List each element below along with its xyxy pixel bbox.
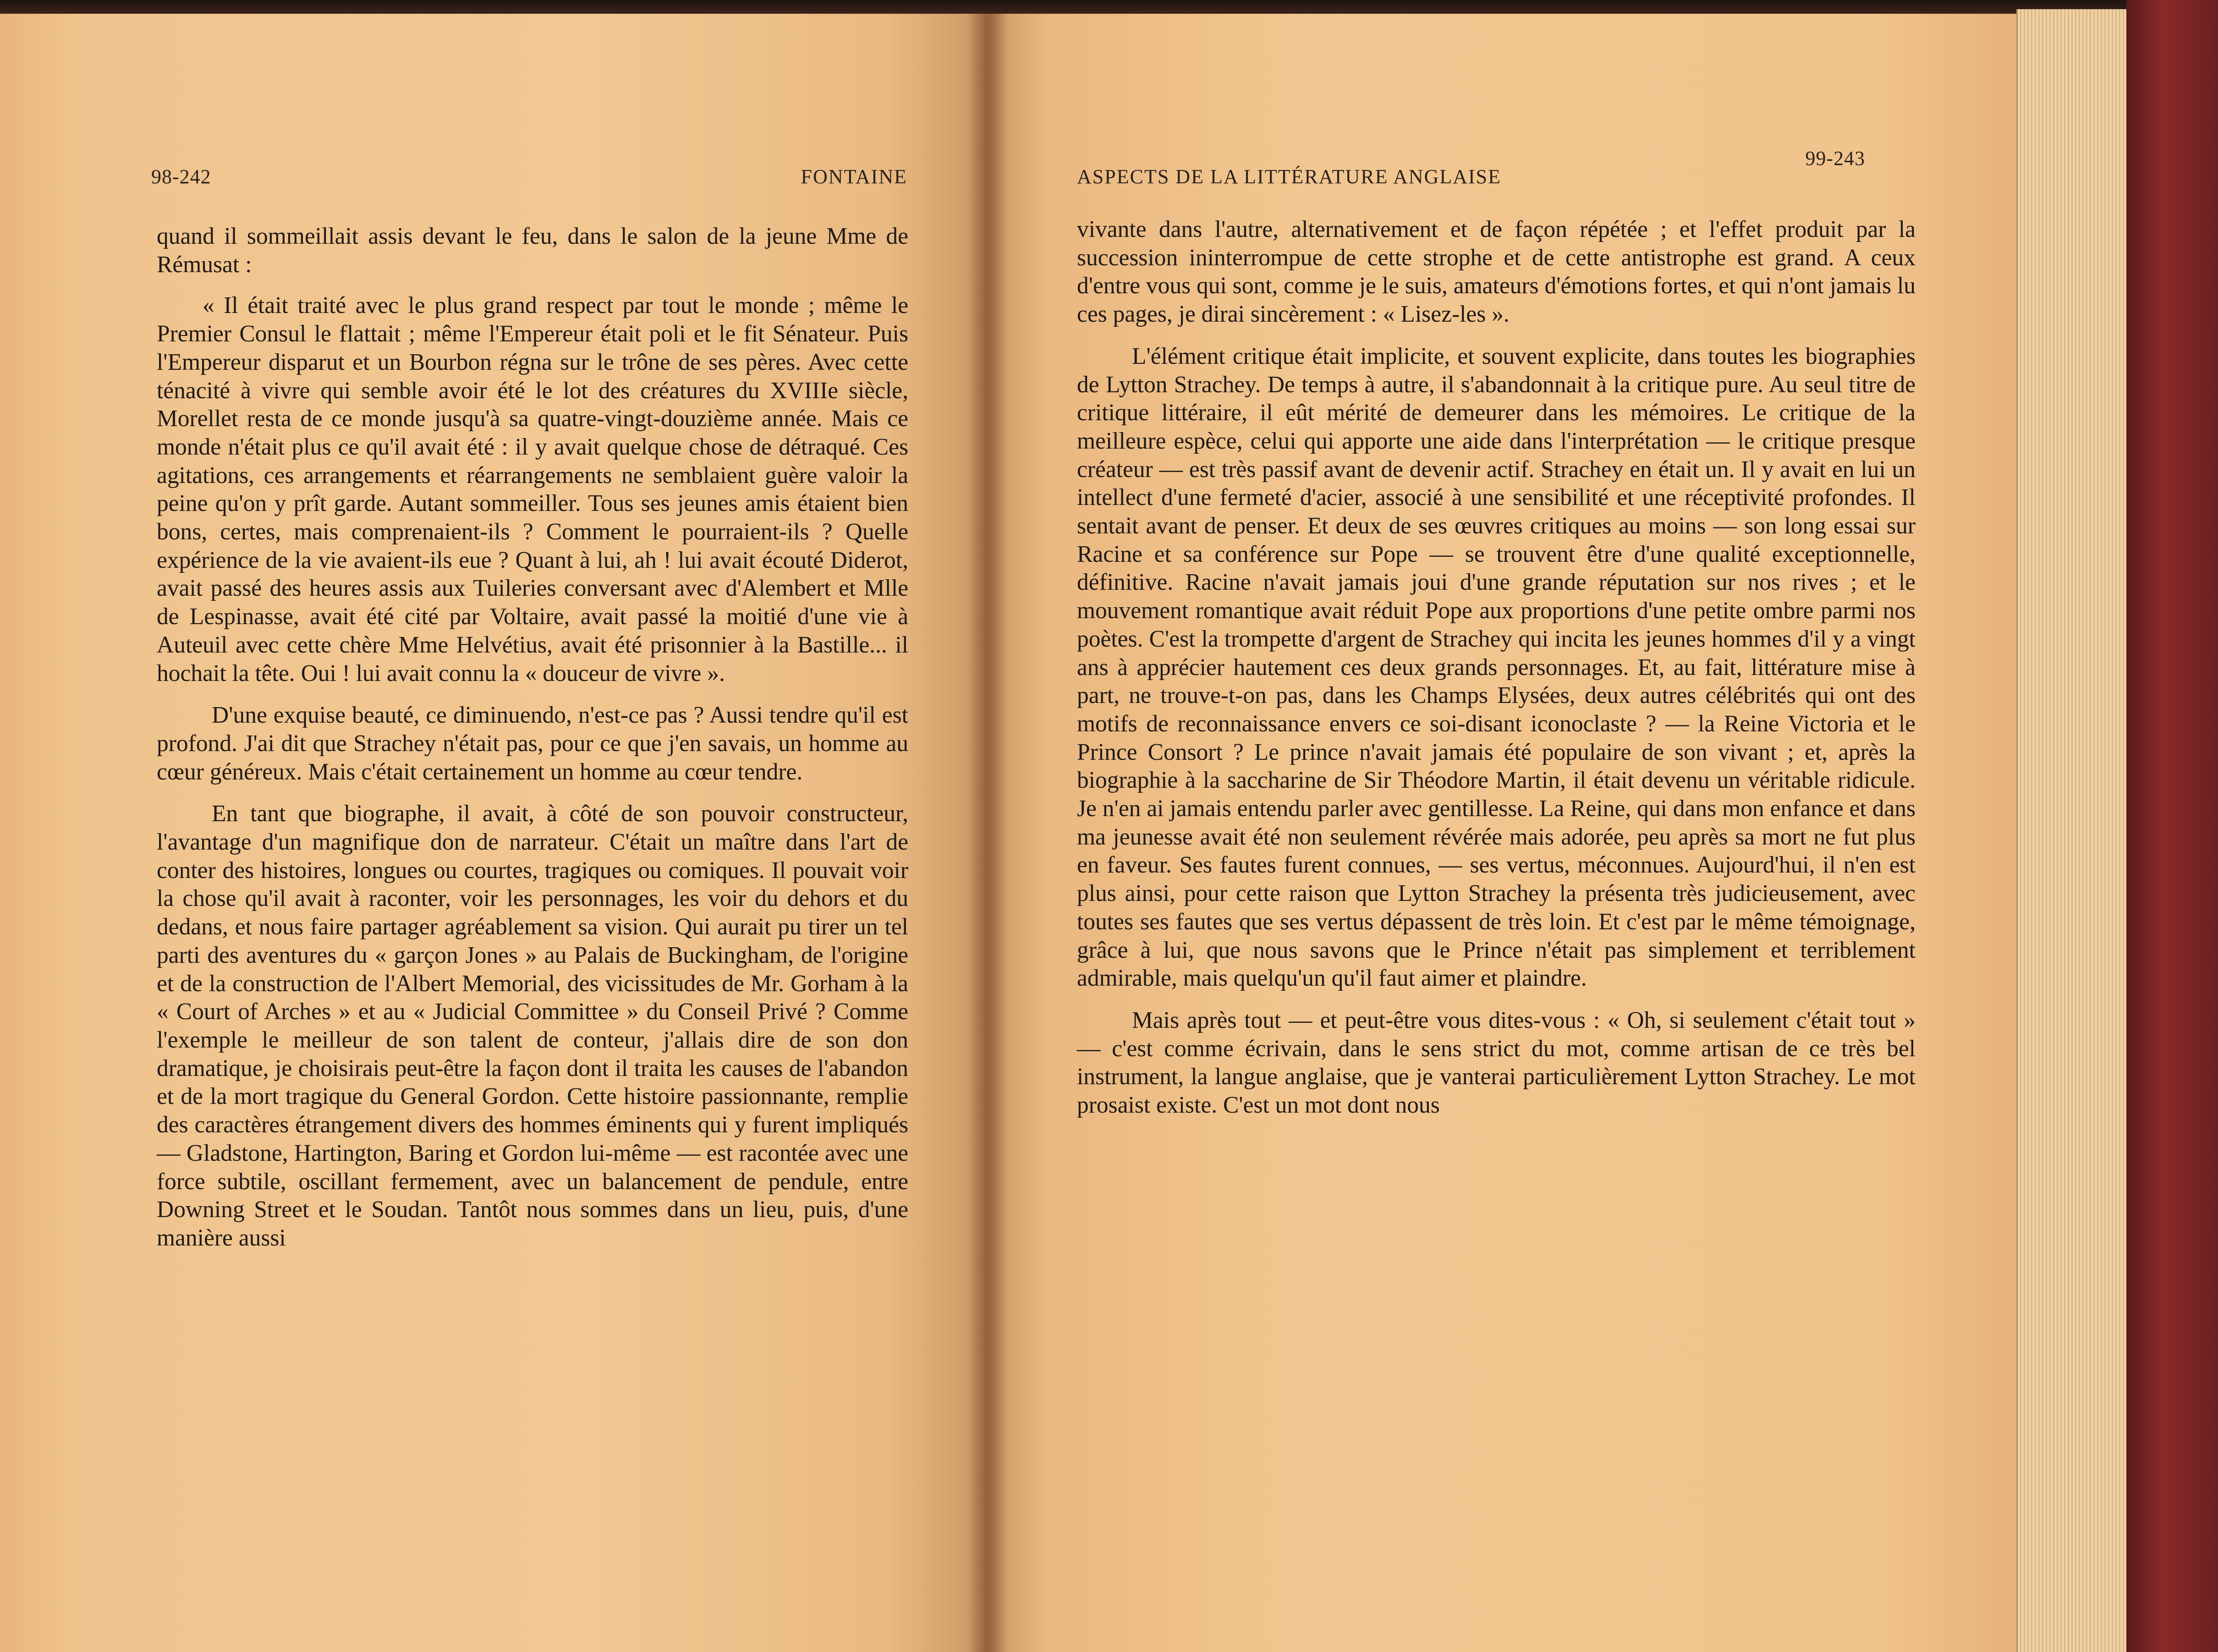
book-cover-edge bbox=[2126, 0, 2218, 1652]
left-paragraph-4: En tant que biographe, il avait, à côté de son pouvoir constructeur, l'avantage d'un magnifique don de narrateur. C'était un maître dans l'art de conter des histoires, longues ou courtes, tragiques ou comiques. Il pouvait voir la chose qu'il avait à raconter, voir les personnages, les voir du dehors et du dedans, et nous faire partager agréablement sa vision. Qui aurait pu tirer un tel parti des aventures du « garçon Jones » au Palais de Buckingham, de l'origine et de la construction de l'Albert Memorial, des vicissitudes de Mr. Gorham à la « Court of Arches » et au « Judicial Committee » du Conseil Privé ? Comme l'exemple le meilleur de son talent de conteur, j'allais dire de son don dramatique, je choisirais peut-être la façon dont il traita les causes de l'abandon et de la mort tragique du General Gordon. Cette histoire passionnante, remplie des caractères étrangement divers des hommes éminents qui y furent impliqués — Gladstone, Hartington, Baring et Gordon lui-même — est racontée avec une force subtile, oscillant fermement, avec un balancement de pendule, entre Downing Street et le Soudan. Tantôt nous sommes dans un lieu, puis, d'une manière aussi bbox=[157, 801, 908, 1251]
right-paragraph-3: Mais après tout — et peut-être vous dites-vous : « Oh, si seulement c'était tout » — c'est comme écrivain, dans le sens strict du mot, comme artisan de ce très bel instrument, la langue anglaise, que je vanterai particulièrement Lytton Strachey. Le mot prosaist existe. C'est un mot dont nous bbox=[1077, 1007, 1916, 1119]
left-paragraph-3: D'une exquise beauté, ce diminuendo, n'est-ce pas ? Aussi tendre qu'il est profond. J'ai dit que Strachey n'était pas, pour ce que j'en savais, un homme au cœur généreux. Mais c'était certainement un homme au cœur tendre. bbox=[157, 702, 908, 785]
right-page-number: 99-243 bbox=[1805, 147, 1865, 170]
left-page bbox=[0, 14, 985, 1652]
book-top-edge bbox=[0, 0, 2218, 14]
right-running-title: ASPECTS DE LA LITTÉRATURE ANGLAISE bbox=[1077, 165, 1501, 188]
right-page-text bbox=[1077, 215, 1916, 1120]
left-page-text bbox=[157, 222, 908, 1252]
right-paragraph-2: L'élément critique était implicite, et souvent explicite, dans toutes les biographies de Lytton Strachey. De temps à autre, il s'abandonnait à la critique pure. Au seul titre de critique littéraire, il eût mérité de demeurer dans les mémoires. Le critique de la meilleure espèce, celui qui apporte une aide dans l'interprétation — le critique presque créateur — est très passif avant de devenir actif. Strachey en était un. Il y avait en lui un intellect d'une fermeté d'acier, associé à une sensibilité et une réceptivité profondes. Il sentait avant de penser. Et deux de ses œuvres critiques au moins — son long essai sur Racine et sa conférence sur Pope — se trouvent être d'une qualité exceptionnelle, définitive. Racine n'avait jamais joui d'une grande réputation sur nos rives ; et le mouvement romantique avait réduit Pope aux proportions d'une petite ombre parmi nos poètes. C'est la trompette d'argent de Strachey qui incita les jeunes hommes d'il y a vingt ans à apprécier hautement ces deux grands personnages. Et, au fait, littérature mise à part, ne trouve-t-on pas, dans les Champs Elysées, deux autres célébrités qui ont des motifs de reconnaissance envers ce soi-disant iconoclaste ? — la Reine Victoria et le Prince Consort ? Le prince n'avait jamais été populaire de son vivant ; et, après la biographie à la saccharine de Sir Théodore Martin, il était devenu un véritable ridicule. Je n'en ai jamais entendu parler avec gentillesse. La Reine, qui dans mon enfance et dans ma jeunesse avait été non seulement révérée mais adorée, peu après sa mort ne fut plus en faveur. Ses fautes furent connues, — ses vertus, méconnues. Aujourd'hui, il n'en est plus ainsi, pour cette raison que Lytton Strachey la présenta très judicieusement, avec toutes ses fautes que ses vertus dépassent de très loin. Et c'est par le même témoignage, grâce à lui, que nous savons que le Prince n'était pas simplement et terriblement admirable, mais quelqu'un qu'il faut aimer et plaindre. bbox=[1077, 343, 1916, 992]
book-gutter bbox=[967, 14, 1008, 1652]
right-page bbox=[985, 14, 2016, 1652]
left-running-title: FONTAINE bbox=[801, 165, 907, 188]
left-page-number: 98-242 bbox=[151, 165, 211, 188]
left-paragraph-2: « Il était traité avec le plus grand respect par tout le monde ; même le Premier Consul le flattait ; même l'Empereur était poli et le fit Sénateur. Puis l'Empereur disparut et un Bourbon régna sur le trône de ses pères. Avec cette ténacité à vivre qui semble avoir été le lot des créatures du XVIIIe siècle, Morellet resta de ce monde jusqu'à sa quatre-vingt-douzième année. Mais ce monde n'était plus ce qu'il avait été : il y avait quelque chose de détraqué. Ces agitations, ces arrangements et réarrangements ne semblaient guère valoir la peine qu'on y prît garde. Autant sommeiller. Tous ses jeunes amis étaient bien bons, certes, mais comprenaient-ils ? Comment le pourraient-ils ? Quelle expérience de la vie avaient-ils eue ? Quant à lui, ah ! lui avait écouté Diderot, avait passé des heures assis aux Tuileries conversant avec d'Alembert et Mlle de Lespinasse, avait été cité par Voltaire, avait passé la moitié d'une vie à Auteuil avec cette chère Mme Helvétius, avait été prisonnier à la Bastille... il hochait la tête. Oui ! lui avait connu la « douceur de vivre ». bbox=[157, 292, 908, 686]
left-paragraph-1: quand il sommeillait assis devant le feu, dans le salon de la jeune Mme de Rémusat : bbox=[157, 223, 908, 278]
right-paragraph-1: vivante dans l'autre, alternativement et de façon répétée ; et l'effet produit par la succession ininterrompue de cette strophe et de cette antistrophe est grand. A ceux d'entre vous qui sont, comme je le suis, amateurs d'émotions fortes, et qui n'ont jamais lu ces pages, je dirai sincèrement : « Lisez-les ». bbox=[1077, 216, 1916, 328]
page-edges bbox=[2016, 9, 2128, 1652]
